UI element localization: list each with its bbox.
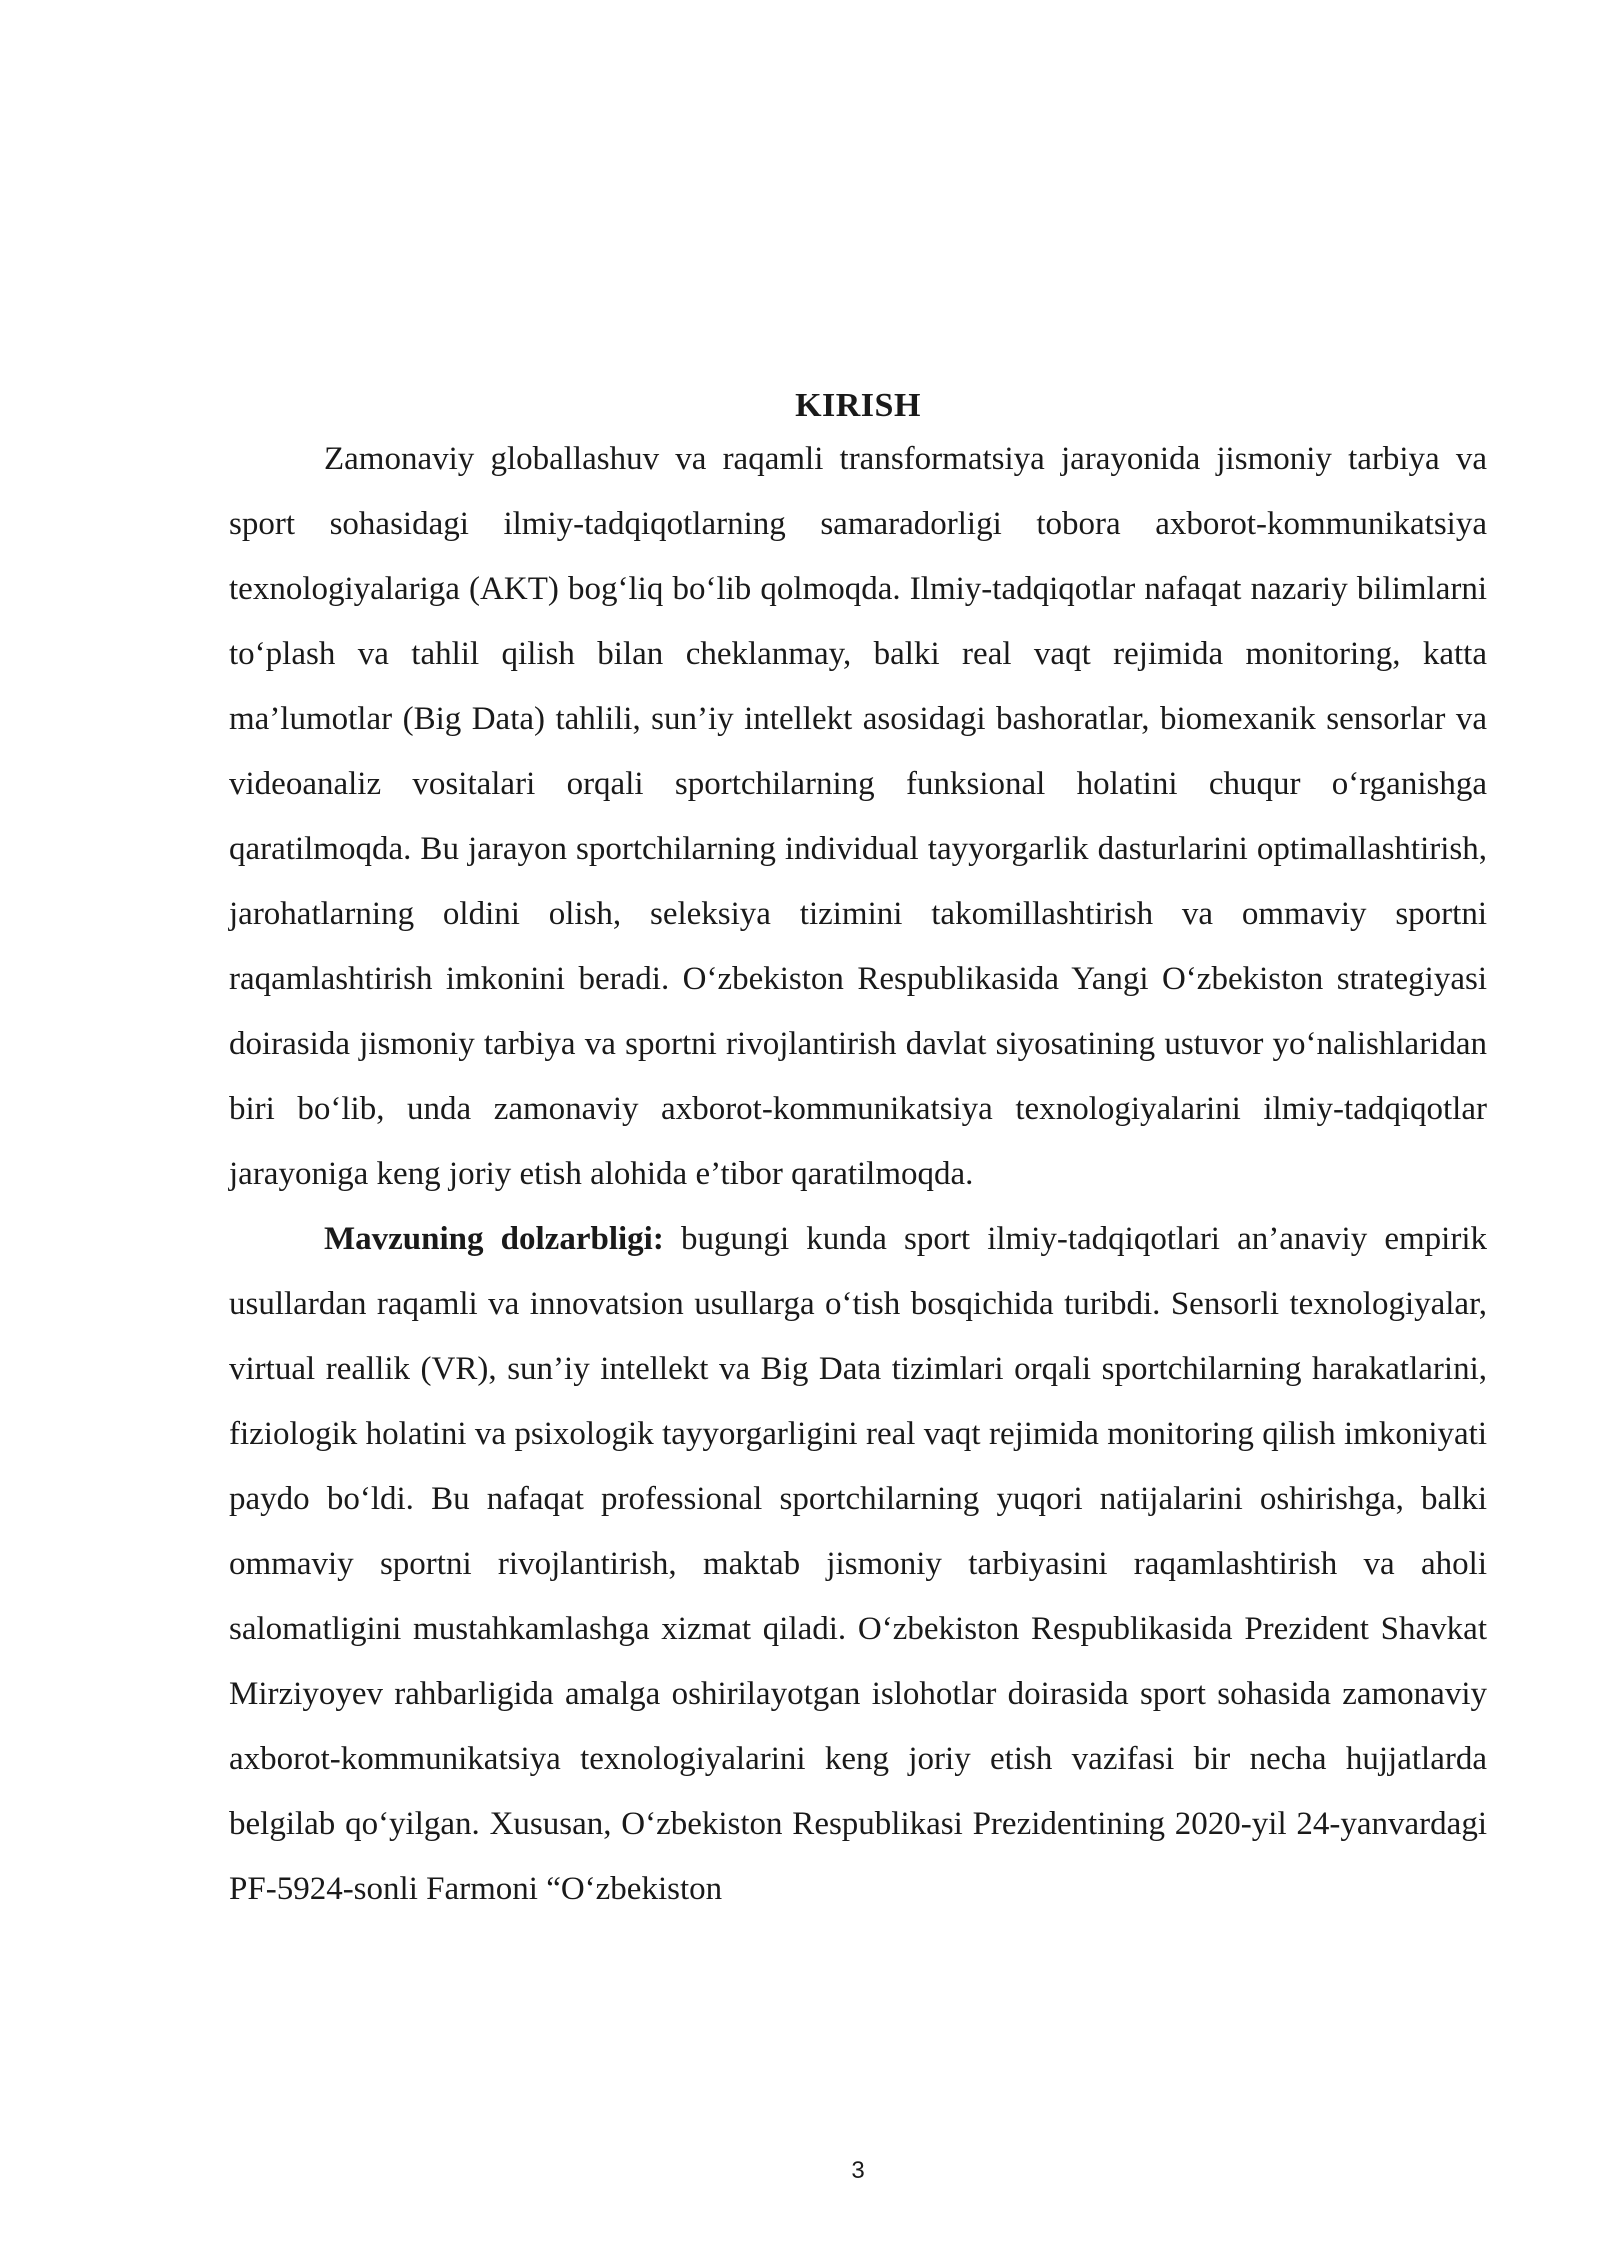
paragraph-intro-text: Zamonaviy globallashuv va raqamli transformatsiya jarayonida jismoniy tarbiya va sport sohasidagi ilmiy-tadqiqotlarning samaradorligi tobora axborot-kommunikatsiya texnologiyalariga (AKT) bog‘liq bo‘lib qolmoqda. Ilmiy-tadqiqotlar nafaqat nazariy bilimlarni to‘plash va tahlil qilish bilan cheklanmay, balki real vaqt rejimida monitoring, katta ma’lumotlar (Big Data) tahlili, sun’iy intellekt asosidagi bashoratlar, biomexanik sensorlar va videoanaliz vositalari orqali sportchilarning funksional holatini chuqur o‘rganishga qaratilmoqda. Bu jarayon sportchilarning individual tayyorgarlik dasturlarini optimallashtirish, jarohatlarning oldini olish, seleksiya tizimini takomillashtirish va ommaviy sportni raqamlashtirish imkonini beradi. O‘zbekiston Respublikasida Yangi O‘zbekiston strategiyasi doirasida jismoniy tarbiya va sportni rivojlantirish davlat siyosatining ustuvor yo‘nalishlaridan biri bo‘lib, unda zamonaviy axborot-kommunikatsiya texnologiyalarini ilmiy-tadqiqotlar jarayoniga keng joriy etish alohida e’tibor qaratilmoqda. [229,441,1487,1192]
paragraph-relevance [229,1207,1487,1922]
paragraph-relevance-text: bugungi kunda sport ilmiy-tadqiqotlari an’anaviy empirik usullardan raqamli va innovatsion usullarga o‘tish bosqichida turibdi. Sensorli texnologiyalar, virtual reallik (VR), sun’iy intellekt va Big Data tizimlari orqali sportchilarning harakatlarini, fiziologik holatini va psixologik tayyorgarligini real vaqt rejimida monitoring qilish imkoniyati paydo bo‘ldi. Bu nafaqat professional sportchilarning yuqori natijalarini oshirishga, balki ommaviy sportni rivojlantirish, maktab jismoniy tarbiyasini raqamlashtirish va aholi salomatligini mustahkamlashga xizmat qiladi. O‘zbekiston Respublikasida Prezident Shavkat Mirziyoyev rahbarligida amalga oshirilayotgan islohotlar doirasida sport sohasida zamonaviy axborot-kommunikatsiya texnologiyalarini keng joriy etish vazifasi bir necha hujjatlarda belgilab qo‘yilgan. Xususan, O‘zbekiston Respublikasi Prezidentining 2020-yil 24-yanvardagi PF-5924-sonli Farmoni “O‘zbekiston [229,1221,1487,1907]
page-number: 3 [851,2157,865,2184]
paragraph-intro [229,427,1487,1207]
body-text [229,427,1487,1922]
section-heading: KIRISH [795,387,921,424]
relevance-lead: Mavzuning dolzarbligi: [324,1221,664,1257]
